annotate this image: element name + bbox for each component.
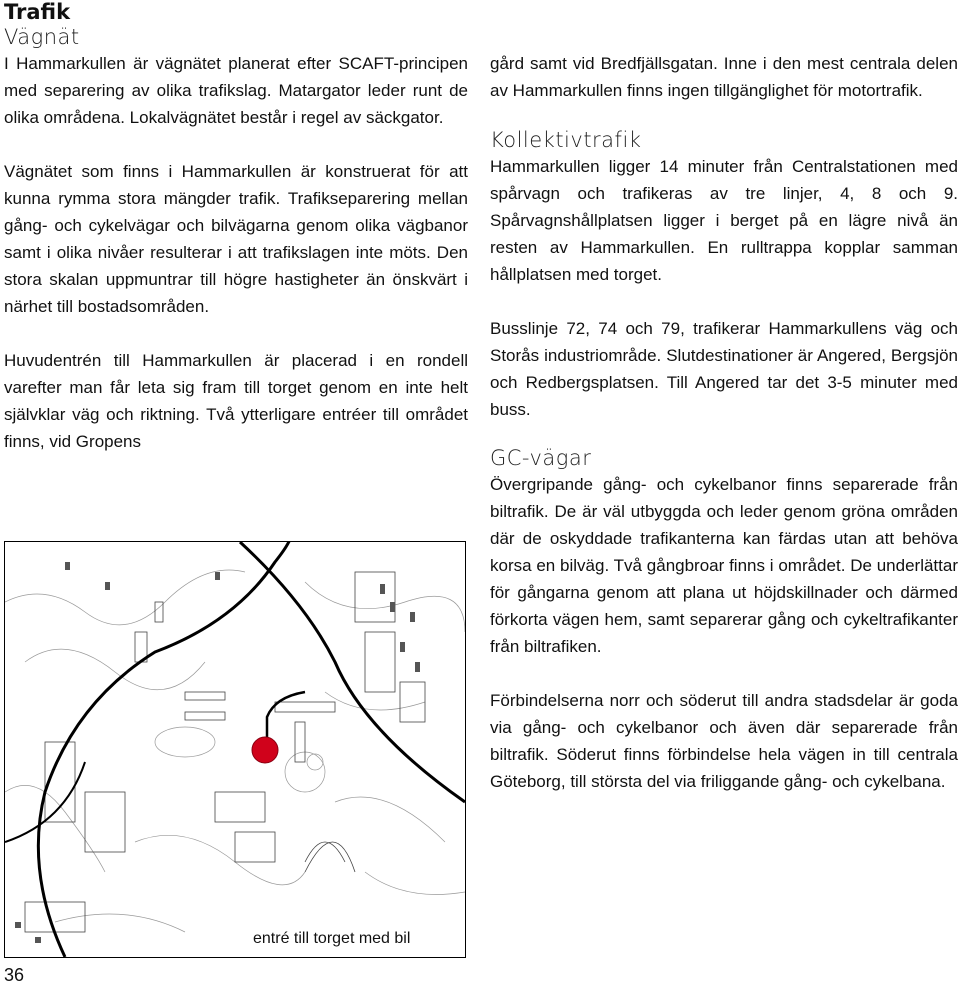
map-caption: entré till torget med bil: [249, 930, 414, 948]
map-drawing: [5, 542, 465, 957]
paragraph: Hammarkullen ligger 14 minuter från Centralstationen med spårvagn och trafikeras av tre linjer, 4, 8 och 9. Spårvagnshållplatsen ligger i berget på en lägre nivå än resten av Hammarkullen. En rulltrappa kopplar samman hållplatsen med torget.: [490, 157, 958, 284]
left-column: [4, 0, 468, 455]
section-title: Trafik: [4, 0, 71, 24]
subtitle-gc-vagar: GC-vägar: [490, 446, 592, 470]
subtitle-kollektivtrafik: Kollektivtrafik: [490, 128, 642, 152]
page-number: 36: [4, 965, 25, 985]
subtitle-vagnat: Vägnät: [4, 25, 80, 49]
route-line: [267, 692, 305, 742]
paragraph: gård samt vid Bredfjällsgatan. Inne i den mest centrala delen av Hammarkullen finns ingen tillgänglighet för motortrafik.: [490, 54, 958, 100]
right-column: [490, 0, 958, 795]
paragraph: I Hammarkullen är vägnätet planerat efter SCAFT-principen med separering av olika trafikslag. Matargator leder runt de olika områdena. Lokalvägnätet består i regel av säckgator.: [4, 54, 468, 127]
paragraph: Vägnätet som finns i Hammarkullen är konstruerat för att kunna rymma stora mängder trafik. Trafikseparering mellan gång- och cykelvägar och bilvägarna genom olika vägbanor samt i olika nivåer resulterar i att trafikslagen inte möts. Den stora skalan uppmuntrar till högre hastigheter än önskvärt i närhet till bostadsområden.: [4, 162, 468, 316]
paragraph: Förbindelserna norr och söderut till andra stadsdelar är goda via gång- och cykelbanor och även där separerade från biltrafik. Söderut finns förbindelse hela vägen in till centrala Göteborg, till största del via friliggande gång- och cykelbana.: [490, 691, 958, 791]
paragraph: Övergripande gång- och cykelbanor finns separerade från biltrafik. De är väl utbyggda och leder genom gröna områden där de oskyddade trafikanterna kan färdas utan att behöva korsa en bilväg. Två gångbroar finns i området. De underlättar för gångarna genom att plana ut höjdskillnader och därmed förkorta vägen hem, samt separerar gång och cykeltrafikanter från biltrafiken.: [490, 475, 958, 656]
paragraph: Huvudentrén till Hammarkullen är placerad i en rondell varefter man får leta sig fram till torget genom en inte helt självklar väg och riktning. Två ytterligare entréer till området finns, vid Gropens: [4, 351, 468, 451]
area-map: [4, 541, 466, 958]
torg-marker: [252, 737, 278, 763]
paragraph: Busslinje 72, 74 och 79, trafikerar Hammarkullens väg och Storås industriområde. Slutdestinationer är Angered, Bergsjön och Redbergsplatsen. Till Angered tar det 3-5 minuter med buss.: [490, 319, 958, 419]
